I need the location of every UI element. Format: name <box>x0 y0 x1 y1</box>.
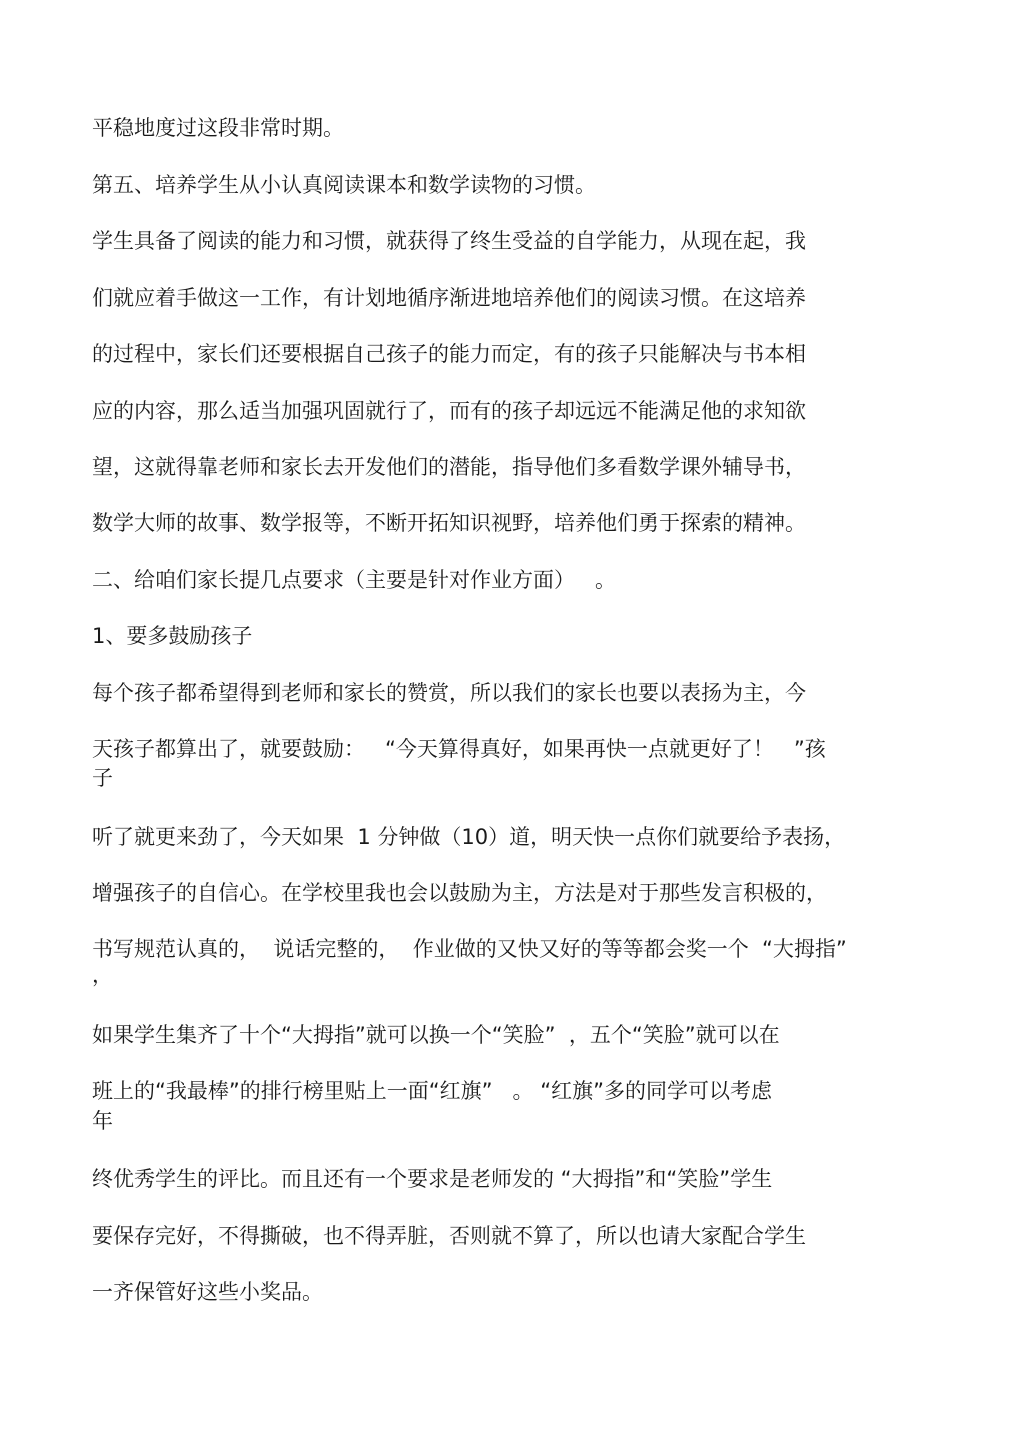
text-line: 天孩子都算出了，就要鼓励： “今天算得真好，如果再快一点就更好了！ ”孩 <box>92 737 826 761</box>
text-line: 们就应着手做这一工作，有计划地循序渐进地培养他们的阅读习惯。在这培养 <box>92 286 806 310</box>
text-line: 第五、培养学生从小认真阅读课本和数学读物的习惯。 <box>92 173 596 197</box>
text-line: 如果学生集齐了十个“大拇指”就可以换一个“笑脸” ，五个“笑脸”就可以在 <box>92 1023 780 1047</box>
text-line: 望，这就得靠老师和家长去开发他们的潜能，指导他们多看数学课外辅导书， <box>92 455 806 479</box>
subsection-heading: 1、要多鼓励孩子 <box>92 624 253 648</box>
text-line: 应的内容，那么适当加强巩固就行了，而有的孩子却远远不能满足他的求知欲 <box>92 399 806 423</box>
text-line: 每个孩子都希望得到老师和家长的赞赏，所以我们的家长也要以表扬为主，今 <box>92 681 806 705</box>
text-line: 班上的“我最棒”的排行榜里贴上一面“红旗” 。 “红旗”多的同学可以考虑 <box>92 1079 772 1103</box>
text-line: 书写规范认真的， 说话完整的， 作业做的又快又好的等等都会奖一个 “大拇指” <box>92 937 847 961</box>
text-line: 增强孩子的自信心。在学校里我也会以鼓励为主，方法是对于那些发言积极的， <box>92 881 827 905</box>
text-line: 平稳地度过这段非常时期。 <box>92 116 344 140</box>
text-line: 学生具备了阅读的能力和习惯，就获得了终生受益的自学能力，从现在起，我 <box>92 229 806 253</box>
text-line: 的过程中，家长们还要根据自己孩子的能力而定，有的孩子只能解决与书本相 <box>92 342 806 366</box>
text-line: 数学大师的故事、数学报等，不断开拓知识视野，培养他们勇于探索的精神。 <box>92 511 806 535</box>
section-heading: 二、给咱们家长提几点要求（主要是针对作业方面） 。 <box>92 568 617 592</box>
text-line: 要保存完好，不得撕破，也不得弄脏，否则就不算了，所以也请大家配合学生 <box>92 1224 806 1248</box>
text-line: 一齐保管好这些小奖品。 <box>92 1280 323 1304</box>
text-line-wrap: ， <box>92 963 113 987</box>
text-line: 终优秀学生的评比。而且还有一个要求是老师发的 “大拇指”和“笑脸”学生 <box>92 1167 773 1191</box>
text-line-wrap: 子 <box>92 766 113 790</box>
text-line-wrap: 年 <box>92 1109 113 1133</box>
text-line: 听了就更来劲了，今天如果 1 分钟做（10）道，明天快一点你们就要给予表扬， <box>92 825 846 849</box>
